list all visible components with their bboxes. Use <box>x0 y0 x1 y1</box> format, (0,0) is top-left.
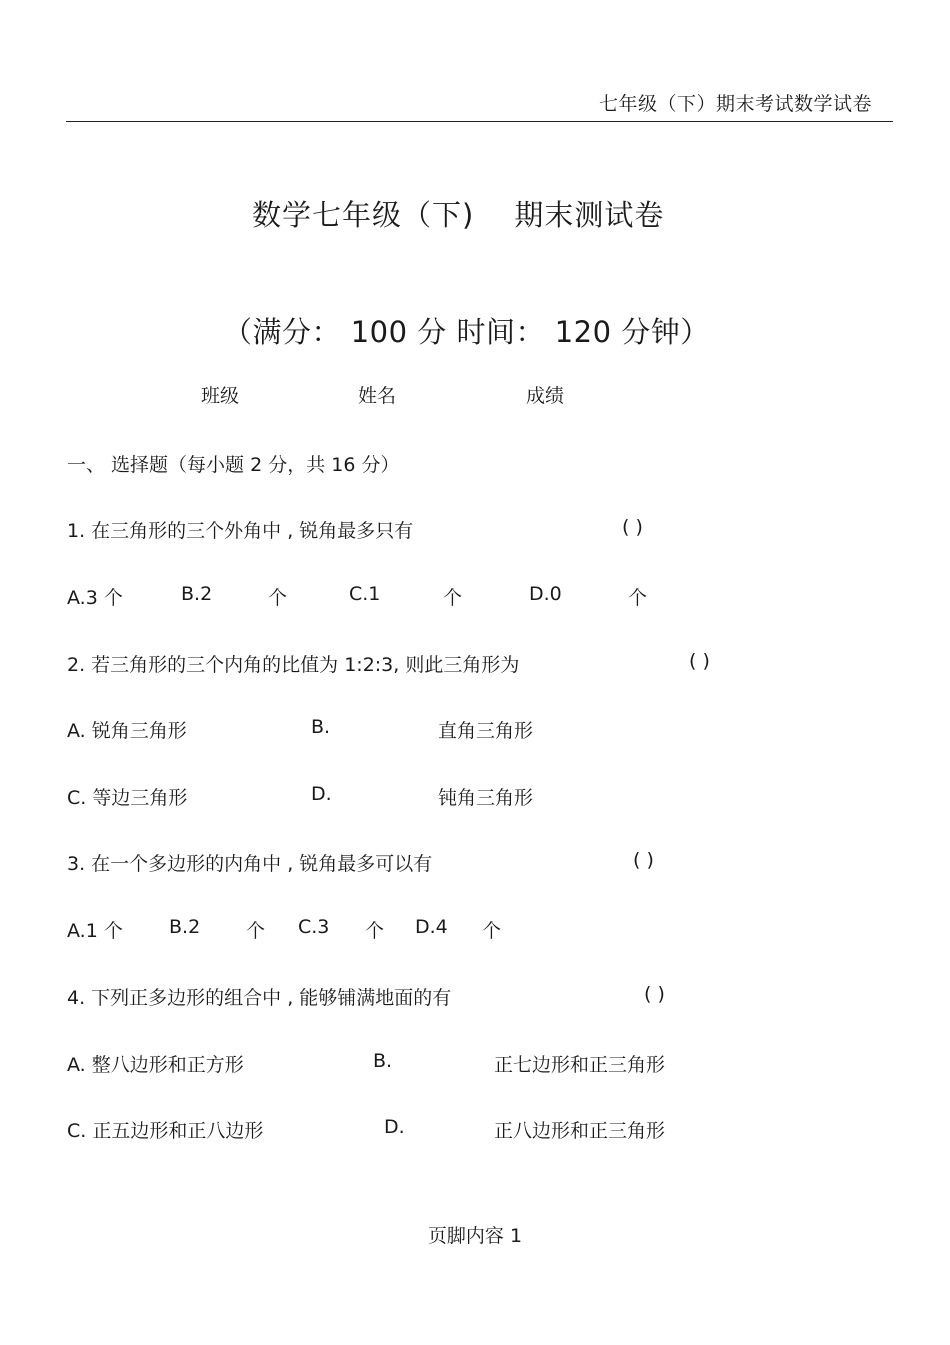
question-3-option-b-unit: 个 <box>246 920 266 942</box>
question-2-answer-bracket: ( ) <box>689 650 710 672</box>
class-field-label: 班级 <box>201 385 240 407</box>
question-4-stem: 4. 下列正多边形的组合中 , 能够铺满地面的有 <box>67 987 452 1009</box>
question-4-option-b-letter: B. <box>373 1050 393 1072</box>
question-3-answer-bracket: ( ) <box>633 849 654 871</box>
question-1-stem: 1. 在三角形的三个外角中 , 锐角最多只有 <box>67 520 414 542</box>
name-field-label: 姓名 <box>358 385 397 407</box>
question-4-answer-bracket: ( ) <box>644 983 665 1005</box>
question-1-option-b-unit: 个 <box>268 587 288 609</box>
question-4-option-d-text: 正八边形和正三角形 <box>494 1120 666 1142</box>
question-1-option-c: C.1 <box>349 583 381 605</box>
question-4-option-d-letter: D. <box>384 1116 405 1138</box>
page-footer: 页脚内容 1 <box>427 1225 523 1247</box>
question-3-option-c-unit: 个 <box>365 920 385 942</box>
page-title <box>252 193 664 234</box>
question-3-option-a: A.1 个 <box>67 920 123 942</box>
question-4-option-b-text: 正七边形和正三角形 <box>494 1054 666 1076</box>
question-3-option-d: D.4 <box>415 916 448 938</box>
question-2-option-d-letter: D. <box>311 783 332 805</box>
question-2-option-a: A. 锐角三角形 <box>67 720 187 742</box>
question-1-option-d-unit: 个 <box>628 587 648 609</box>
question-2-option-c: C. 等边三角形 <box>67 787 188 809</box>
title-part-1: 数学七年级（下) <box>252 198 475 232</box>
question-4-option-c: C. 正五边形和正八边形 <box>67 1120 264 1142</box>
question-2-option-d-text: 钝角三角形 <box>438 787 534 809</box>
question-2-option-b-text: 直角三角形 <box>438 720 534 742</box>
question-1-option-c-unit: 个 <box>443 587 463 609</box>
score-field-label: 成绩 <box>526 385 565 407</box>
section-heading: 一、 选择题（每小题 2 分，共 16 分） <box>67 454 400 476</box>
question-1-option-d: D.0 <box>529 583 562 605</box>
question-1-answer-bracket: ( ) <box>622 516 643 538</box>
question-3-option-c: C.3 <box>298 916 330 938</box>
question-2-option-b-letter: B. <box>311 716 331 738</box>
question-3-option-d-unit: 个 <box>482 920 502 942</box>
title-part-2: 期末测试卷 <box>514 198 665 232</box>
exam-info: （满分： 100 分 时间： 120 分钟） <box>223 315 710 349</box>
question-1-option-a: A.3 个 <box>67 587 123 609</box>
running-header: 七年级（下）期末考试数学试卷 <box>598 93 872 115</box>
question-3-stem: 3. 在一个多边形的内角中 , 锐角最多可以有 <box>67 853 433 875</box>
question-2-stem: 2. 若三角形的三个内角的比值为 1:2:3, 则此三角形为 <box>67 654 520 676</box>
question-3-option-b: B.2 <box>169 916 201 938</box>
header-divider <box>66 121 893 122</box>
question-1-option-b: B.2 <box>181 583 213 605</box>
question-4-option-a: A. 整八边形和正方形 <box>67 1054 244 1076</box>
